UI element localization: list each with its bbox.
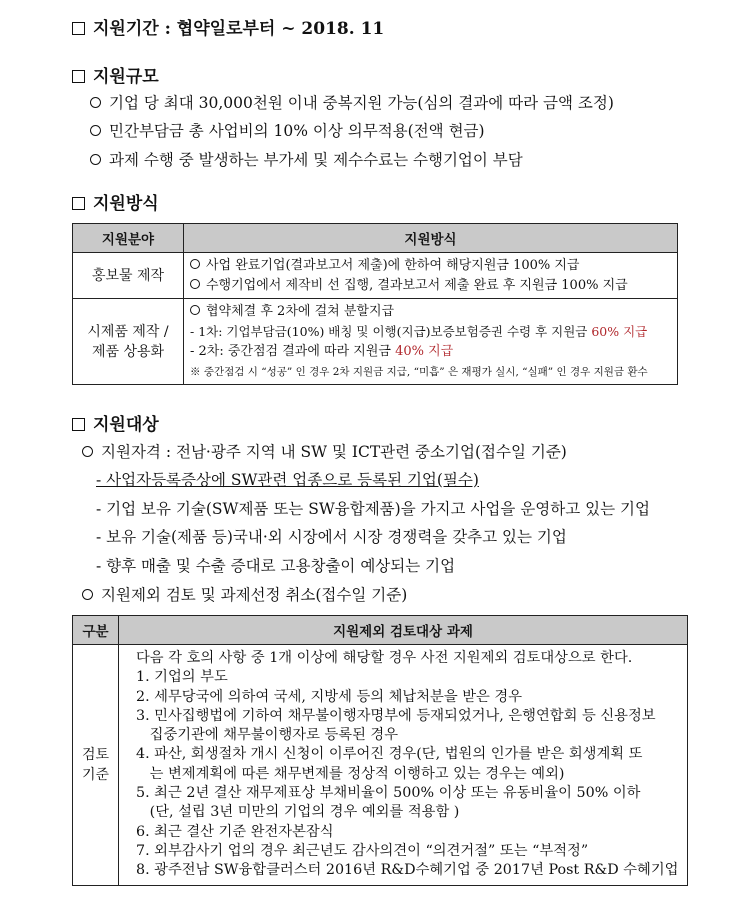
review-item: 8. 광주전남 SW융합클러스터 2016년 R&D수혜기업 중 2017년 Post R&D 수혜기업 bbox=[136, 862, 679, 879]
period-title: 지원기간 : 협약일로부터 ~ 2018. 11 bbox=[93, 19, 385, 39]
review-table bbox=[72, 615, 688, 886]
circle-bullet-icon bbox=[190, 305, 200, 315]
circle-bullet-icon bbox=[190, 279, 200, 289]
scale-item: 기업 당 최대 30,000천원 이내 중복지원 가능(심의 결과에 따라 금액 조정) bbox=[90, 91, 614, 113]
method-table bbox=[72, 223, 678, 385]
review-category: 검토 기준 bbox=[73, 645, 119, 886]
target-condition: - 보유 기술(제품 등)국내·외 시장에서 시장 경쟁력을 갖추고 있는 기업 bbox=[96, 528, 567, 546]
method-header-field: 지원분야 bbox=[73, 224, 184, 253]
review-header-title: 지원제외 검토대상 과제 bbox=[119, 616, 688, 645]
review-item: 1. 기업의 부도 bbox=[136, 669, 228, 686]
review-item: 2. 세무당국에 의하여 국세, 지방세 등의 체납처분을 받은 경우 bbox=[136, 688, 522, 705]
target-qualification: 지원자격 : 전남·광주 지역 내 SW 및 ICT관련 중소기업(접수일 기준) bbox=[82, 440, 567, 462]
method-header-method: 지원방식 bbox=[184, 224, 678, 253]
circle-bullet-icon bbox=[82, 589, 93, 600]
review-item: 6. 최근 결산 기준 완전자본잠식 bbox=[136, 823, 334, 840]
review-header-category: 구분 bbox=[73, 616, 119, 645]
circle-bullet-icon bbox=[90, 97, 101, 108]
target-title: 지원대상 bbox=[93, 415, 159, 435]
scale-item: 과제 수행 중 발생하는 부가세 및 제수수료는 수행기업이 부담 bbox=[90, 148, 523, 170]
circle-bullet-icon bbox=[190, 259, 200, 269]
target-condition: - 향후 매출 및 수출 증대로 고용창출이 예상되는 기업 bbox=[96, 557, 456, 575]
target-exclusion: 지원제외 검토 및 과제선정 취소(접수일 기준) bbox=[82, 583, 407, 605]
square-bullet-icon bbox=[72, 70, 85, 83]
section-method bbox=[72, 189, 159, 214]
review-item: 7. 외부감사기 업의 경우 최근년도 감사의견이 “의견거절” 또는 “부적정” bbox=[136, 842, 589, 859]
review-item: (단, 설립 3년 미만의 기업의 경우 예외를 적용함 ) bbox=[136, 804, 460, 821]
section-target bbox=[72, 410, 159, 435]
review-item: 는 변제계획에 따른 채무변제를 정상적 이행하고 있는 경우는 예외) bbox=[136, 765, 565, 782]
review-body bbox=[119, 645, 688, 886]
review-item: 5. 최근 2년 결산 재무제표상 부채비율이 500% 이상 또는 유동비율이 50% 이하 bbox=[136, 785, 641, 802]
review-item: 3. 민사집행법에 기하여 채무불이행자명부에 등재되었거나, 은행연합회 등 신용정보 bbox=[136, 707, 656, 724]
square-bullet-icon bbox=[72, 22, 85, 35]
circle-bullet-icon bbox=[90, 125, 101, 136]
section-scale bbox=[72, 62, 159, 87]
method-row2-body: 협약체결 후 2차에 걸쳐 분할지급 - 1차: 기업부담금(10%) 배칭 및 이행(지급)보증보험증권 수령 후 지원금 60% 지급 - 2차: 중간점검 결과에 따라 지원금 40% 지급 ※ 중간점검 시 “성공” 인 경우 2차 지원금 지급, “미흡” 은 재평가 실시, “실패” 인 경우 지원금 환수 bbox=[184, 299, 678, 385]
square-bullet-icon bbox=[72, 418, 85, 431]
method-row1-category: 홍보물 제작 bbox=[73, 253, 184, 299]
circle-bullet-icon bbox=[82, 446, 93, 457]
section-period bbox=[72, 14, 384, 39]
method-row2-category: 시제품 제작 / 제품 상용화 bbox=[73, 299, 184, 385]
review-item: 4. 파산, 회생절차 개시 신청이 이루어진 경우(단, 법원의 인가를 받은 회생계획 또 bbox=[136, 746, 643, 763]
review-item: 집중기관에 채무불이행자로 등록된 경우 bbox=[136, 727, 399, 744]
method-row1-body: 사업 완료기업(결과보고서 제출)에 한하여 해당지원금 100% 지급 수행기업에서 제작비 선 집행, 결과보고서 제출 완료 후 지원금 100% 지급 bbox=[184, 253, 678, 299]
scale-title: 지원규모 bbox=[93, 67, 159, 87]
review-intro: 다음 각 호의 사항 중 1개 이상에 해당할 경우 사전 지원제외 검토대상으로 한다. bbox=[136, 650, 633, 666]
square-bullet-icon bbox=[72, 197, 85, 210]
target-condition: - 사업자등록증상에 SW관련 업종으로 등록된 기업(필수) bbox=[96, 471, 479, 489]
method-title: 지원방식 bbox=[93, 194, 159, 214]
target-condition: - 기업 보유 기술(SW제품 또는 SW융합제품)을 가지고 사업을 운영하고 있는 기업 bbox=[96, 500, 650, 518]
method-note: ※ 중간점검 시 “성공” 인 경우 2차 지원금 지급, “미흡” 은 재평가 실시, “실패” 인 경우 지원금 환수 bbox=[190, 365, 648, 378]
circle-bullet-icon bbox=[90, 154, 101, 165]
scale-item: 민간부담금 총 사업비의 10% 이상 의무적용(전액 현금) bbox=[90, 119, 485, 141]
